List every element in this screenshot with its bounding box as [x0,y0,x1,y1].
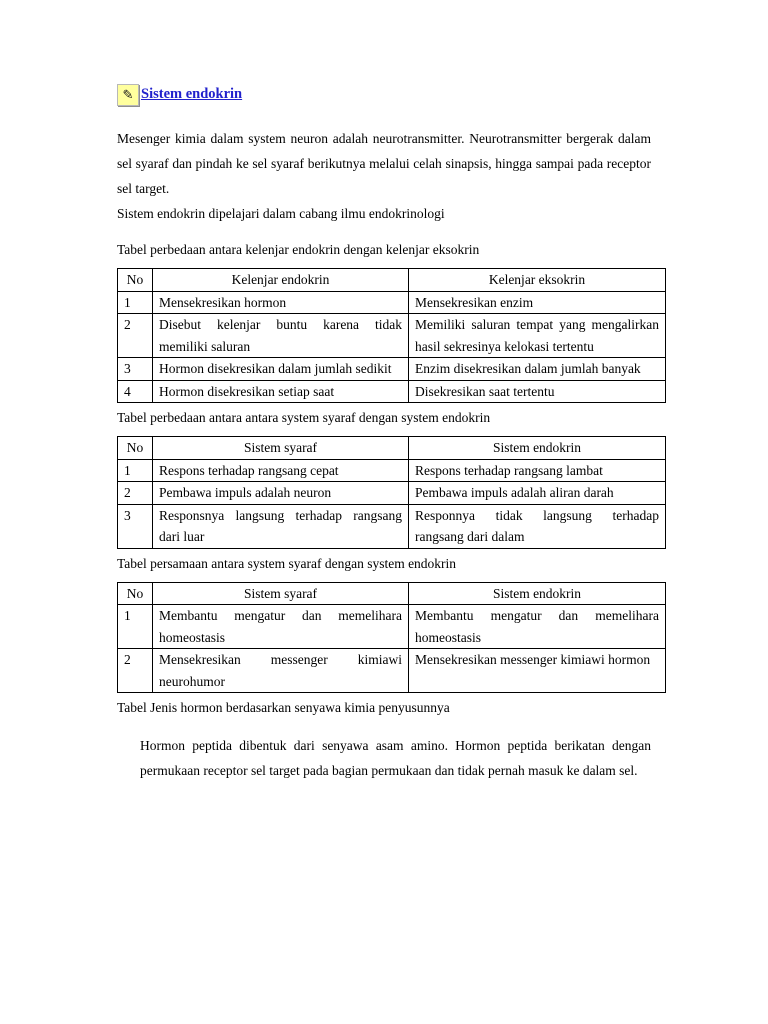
table-cell: Enzim disekresikan dalam jumlah banyak [409,358,666,381]
header-cell: Sistem syaraf [153,582,409,605]
row-number-cell: 1 [118,459,153,482]
table-row [118,291,666,314]
table-cell: Disebut kelenjar buntu karena tidak memiliki saluran [153,314,409,358]
header-cell: No [118,582,153,605]
table-caption-endokrin-eksokrin: Tabel perbedaan antara kelenjar endokrin dengan kelenjar eksokrin [117,242,480,257]
table-header-row [118,437,666,460]
table-cell: Disekresikan saat tertentu [409,380,666,403]
closing-paragraph: Hormon peptida dibentuk dari senyawa asam amino. Hormon peptida berikatan dengan permukaan receptor sel target pada bagian permukaan dan tidak pernah masuk ke dalam sel. [140,738,651,778]
header-cell: Sistem syaraf [153,437,409,460]
table-cell: Pembawa impuls adalah neuron [153,482,409,505]
title-link[interactable]: Sistem endokrin [141,86,243,102]
writing-hand-icon: ✎ [117,84,139,106]
row-number-cell: 1 [118,605,153,649]
table-syaraf-vs-endokrin [117,436,666,549]
row-number-cell: 2 [118,649,153,693]
table-cell: Respons terhadap rangsang cepat [153,459,409,482]
table-cell: Membantu mengatur dan memelihara homeostasis [409,605,666,649]
table-row [118,380,666,403]
header-cell: No [118,437,153,460]
table-cell: Pembawa impuls adalah aliran darah [409,482,666,505]
title-row [117,84,677,106]
table-caption-syaraf-endokrin-perbedaan: Tabel perbedaan antara antara system syaraf dengan system endokrin [117,410,491,425]
table-cell: Respons terhadap rangsang lambat [409,459,666,482]
table-persamaan-syaraf-endokrin [117,582,666,694]
table-cell: Mensekresikan enzim [409,291,666,314]
table-cell: Memiliki saluran tempat yang mengalirkan hasil sekresinya kelokasi tertentu [409,314,666,358]
header-cell: No [118,269,153,292]
row-number-cell: 4 [118,380,153,403]
header-cell: Sistem endokrin [409,582,666,605]
table-row [118,459,666,482]
intro-paragraph: Mesenger kimia dalam system neuron adalah neurotransmitter. Neurotransmitter bergerak dalam sel syaraf dan pindah ke sel syaraf berikutnya melalui celah sinapsis, hingga sampai pada receptor sel target. [117,131,651,196]
row-number-cell: 3 [118,504,153,548]
table-row [118,605,666,649]
table-endokrin-vs-eksokrin [117,268,666,403]
table-row [118,504,666,548]
table-row [118,649,666,693]
table-cell: Responnya tidak langsung terhadap rangsang dari dalam [409,504,666,548]
table-header-row [118,269,666,292]
row-number-cell: 2 [118,482,153,505]
table-cell: Hormon disekresikan setiap saat [153,380,409,403]
table-header-row [118,582,666,605]
table-cell: Mensekresikan messenger kimiawi neurohumor [153,649,409,693]
table-row [118,314,666,358]
header-cell: Kelenjar eksokrin [409,269,666,292]
table-caption-persamaan: Tabel persamaan antara system syaraf dengan system endokrin [117,555,457,571]
row-number-cell: 1 [118,291,153,314]
table-cell: Responsnya langsung terhadap rangsang dari luar [153,504,409,548]
table-row [118,482,666,505]
table-cell: Mensekresikan hormon [153,291,409,314]
row-number-cell: 3 [118,358,153,381]
row-number-cell: 2 [118,314,153,358]
table-cell: Hormon disekresikan dalam jumlah sedikit [153,358,409,381]
table-cell: Membantu mengatur dan memelihara homeostasis [153,605,409,649]
table-caption-jenis-hormon: Tabel Jenis hormon berdasarkan senyawa kimia penyusunnya [117,700,450,715]
endokrinologi-line: Sistem endokrin dipelajari dalam cabang ilmu endokrinologi [117,206,445,221]
header-cell: Sistem endokrin [409,437,666,460]
table-cell: Mensekresikan messenger kimiawi hormon [409,649,666,693]
table-row [118,358,666,381]
header-cell: Kelenjar endokrin [153,269,409,292]
